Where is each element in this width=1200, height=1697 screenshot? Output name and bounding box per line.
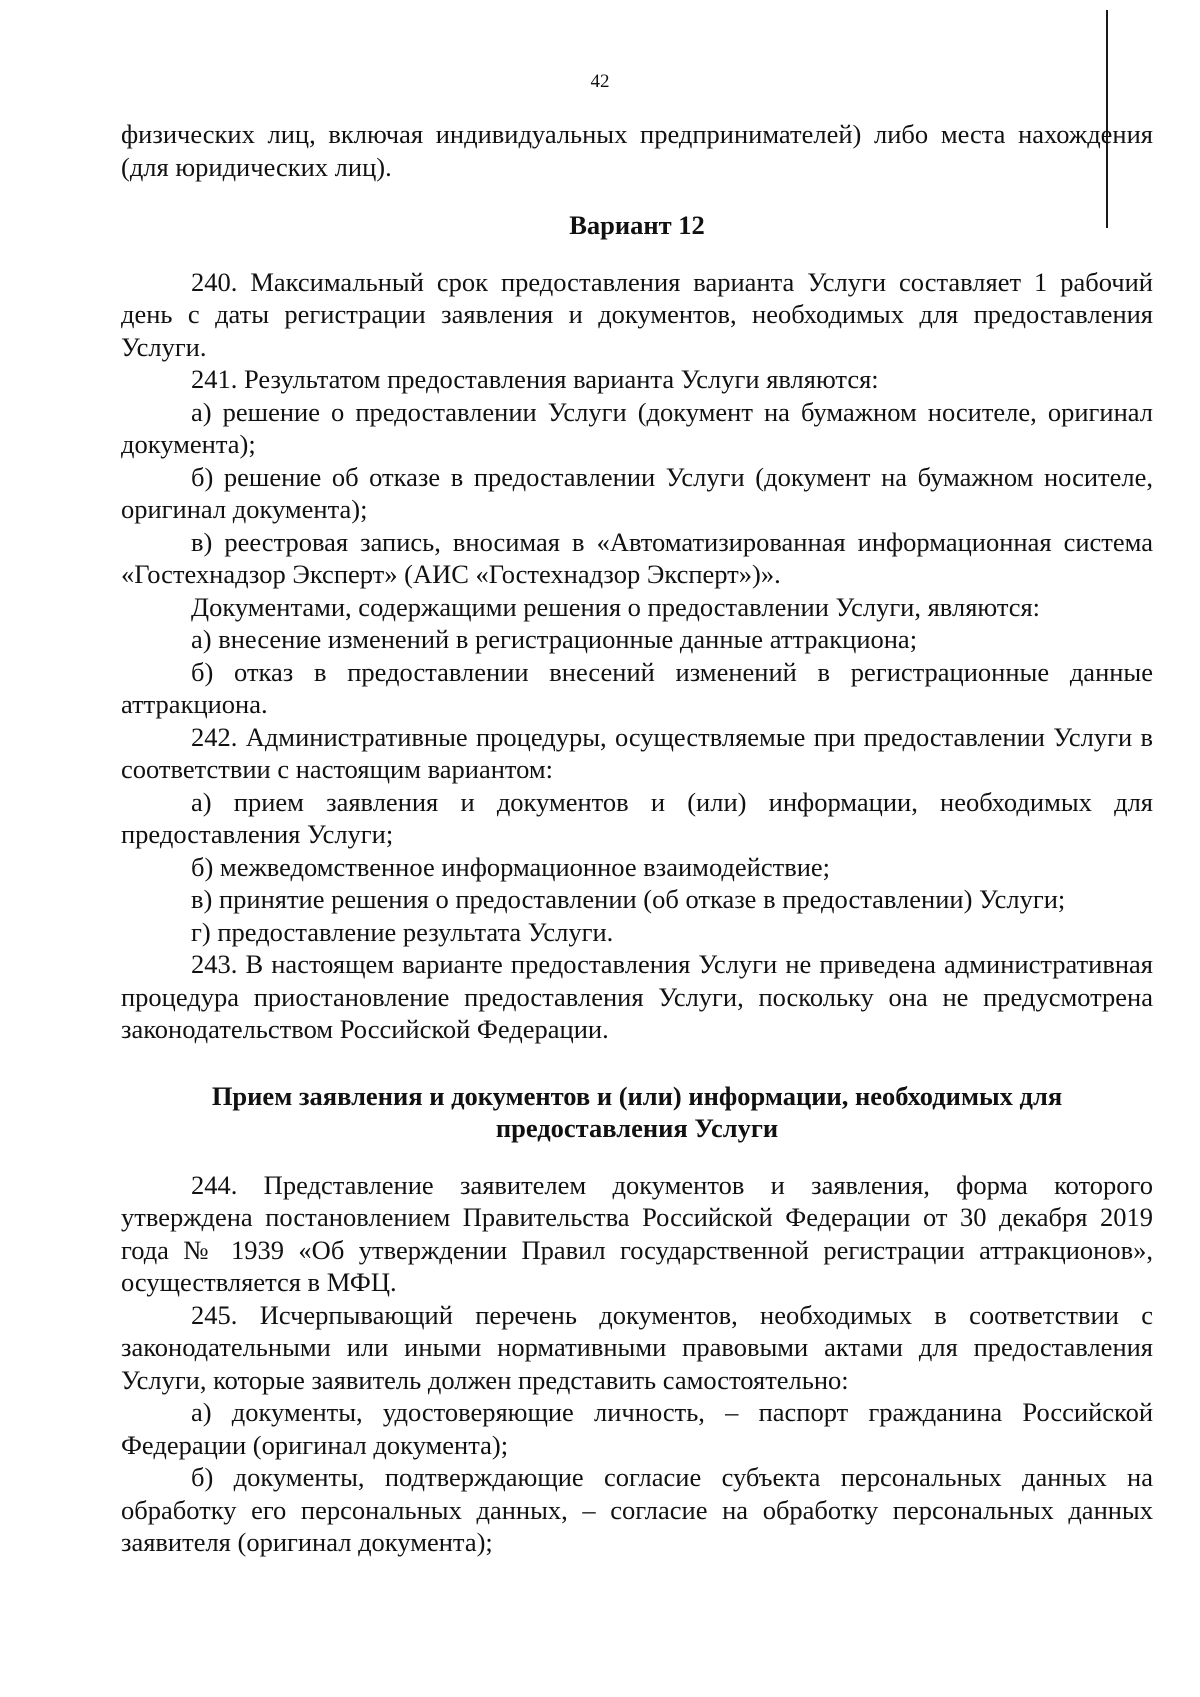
document-body — [121, 118, 1153, 1559]
paragraph-243: 243. В настоящем варианте предоставления Услуги не приведена административная процедура приостановление предоставления Услуги, поскольку она не предусмотрена законодательством Российской Федерации. — [121, 949, 1153, 1044]
paragraph-245: 245. Исчерпывающий перечень документов, необходимых в соответствии с законодательными или иными нормативными правовыми актами для предоставления Услуги, которые заявитель должен представить самостоятельно: — [121, 1299, 1153, 1395]
paragraph-242-c: в) принятие решения о предоставлении (об отказе в предоставлении) Услуги; — [191, 884, 1066, 914]
heading-section-line-2: предоставления Услуги — [495, 1113, 779, 1143]
paragraph-242-a: а) прием заявления и документов и (или) информации, необходимых для предоставления Услуги; — [121, 786, 1153, 849]
paragraph-docs-intro: Документами, содержащими решения о предоставлении Услуги, являются: — [191, 591, 1041, 622]
paragraph-241-b: б) решение об отказе в предоставлении Услуги (документ на бумажном носителе, оригинал документа); — [121, 461, 1153, 524]
page-number: 42 — [590, 71, 610, 92]
paragraph-242: 242. Административные процедуры, осуществляемые при предоставлении Услуги в соответствии с настоящим вариантом: — [121, 721, 1153, 784]
paragraph-continuation: физических лиц, включая индивидуальных предпринимателей) либо места нахождения (для юридических лиц). — [121, 119, 1153, 182]
heading-variant: Вариант 12 — [569, 210, 705, 240]
paragraph-245-b: б) документы, подтверждающие согласие субъекта персональных данных на обработку его персональных данных, – согласие на обработку персональных данных заявителя (оригинал документа); — [121, 1462, 1153, 1557]
paragraph-241: 241. Результатом предоставления варианта Услуги являются: — [191, 364, 879, 394]
heading-section-reception — [121, 1080, 1153, 1145]
paragraph-docs-a: а) внесение изменений в регистрационные данные аттракциона; — [191, 624, 918, 654]
paragraph-241-a: а) решение о предоставлении Услуги (документ на бумажном носителе, оригинал документа); — [121, 396, 1153, 459]
paragraph-240: 240. Максимальный срок предоставления варианта Услуги составляет 1 рабочий день с даты регистрации заявления и документов, необходимых для предоставления Услуги. — [121, 266, 1153, 362]
paragraph-241-c: в) реестровая запись, вносимая в «Автоматизированная информационная система «Гостехнадзор Эксперт» (АИС «Гостехнадзор Эксперт»)». — [121, 526, 1153, 589]
paragraph-242-b: б) межведомственное информационное взаимодействие; — [191, 851, 831, 882]
paragraph-242-d: г) предоставление результата Услуги. — [191, 916, 614, 947]
heading-section-line-1: Прием заявления и документов и (или) информации, необходимых для — [211, 1080, 1063, 1111]
paragraph-244: 244. Представление заявителем документов и заявления, форма которого утверждена постановлением Правительства Российской Федерации от 30 декабря 2019 года № 1939 «Об утверждении Правил государственной регистрации аттракционов», осуществляется в МФЦ. — [121, 1169, 1153, 1297]
paragraph-docs-b: б) отказ в предоставлении внесений изменений в регистрационные данные аттракциона. — [121, 656, 1153, 719]
paragraph-245-a: а) документы, удостоверяющие личность, – паспорт гражданина Российской Федерации (оригинал документа); — [121, 1397, 1153, 1460]
